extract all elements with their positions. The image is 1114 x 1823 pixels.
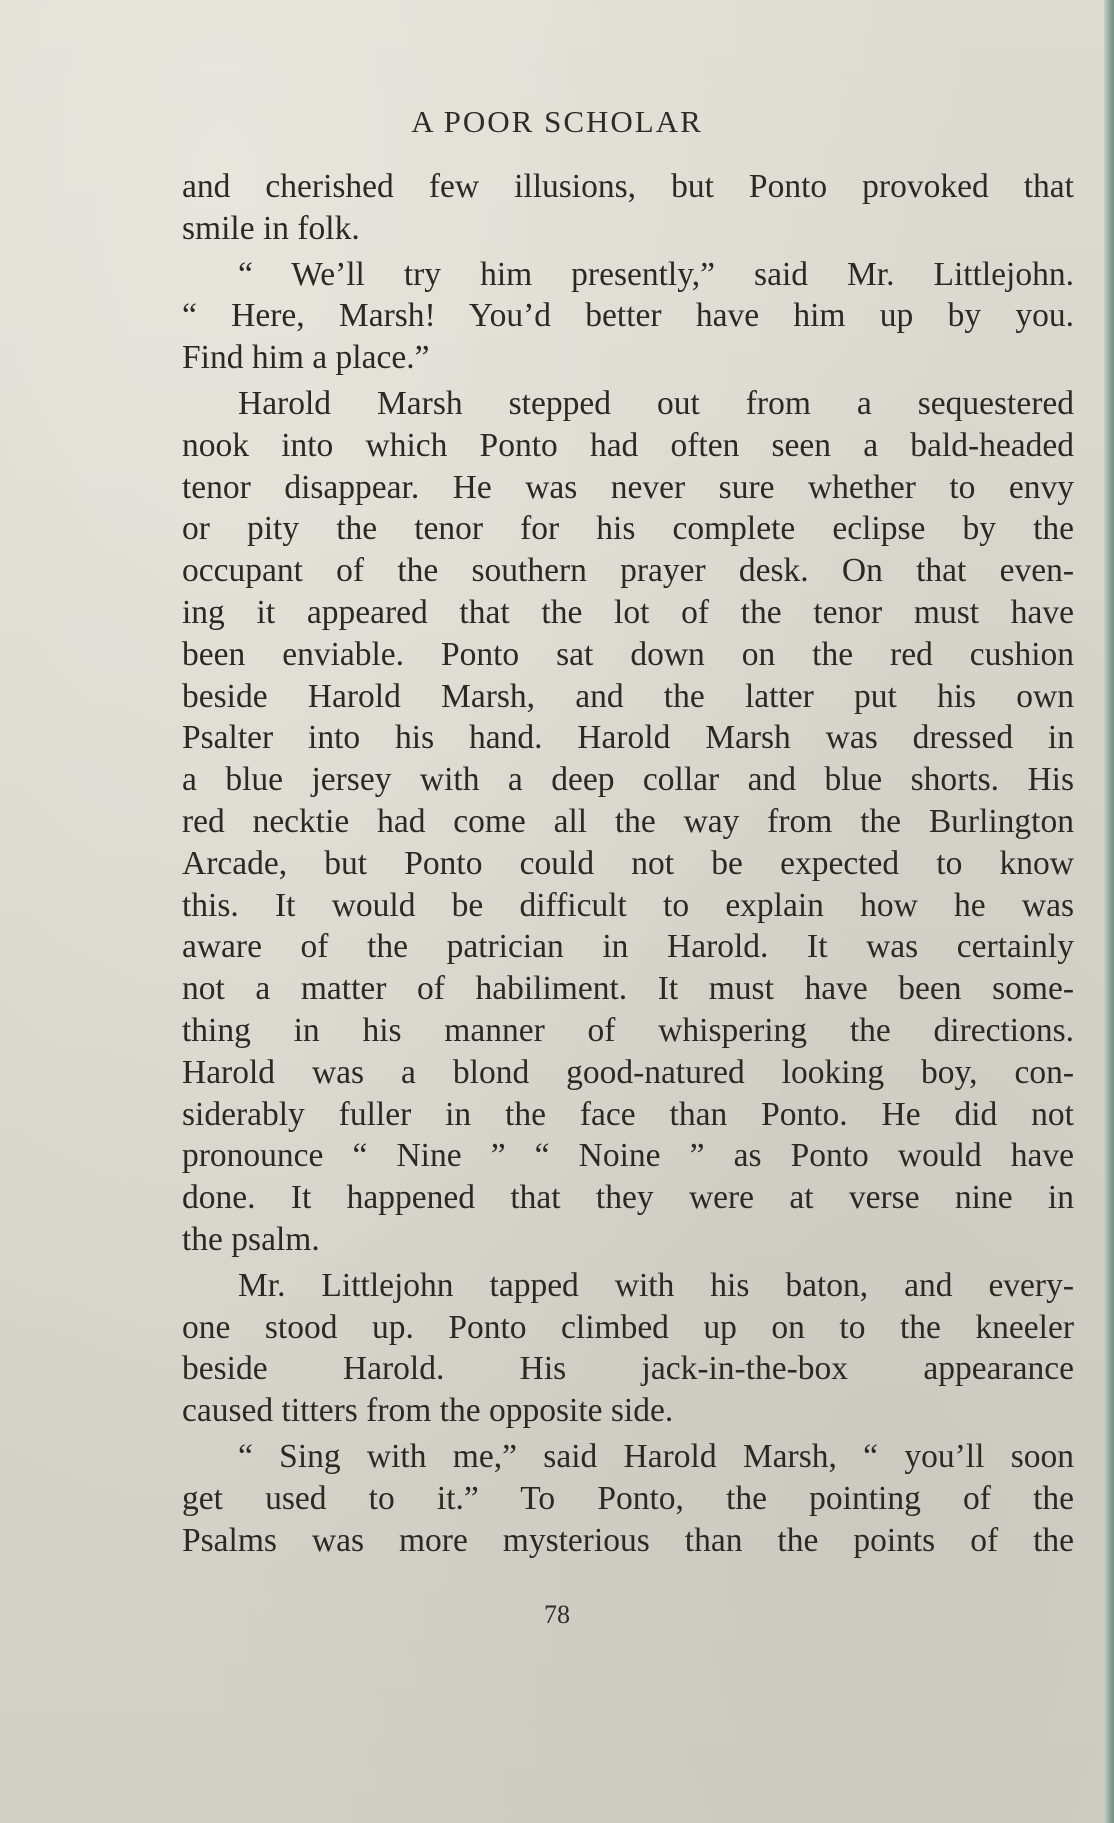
text-line: “ Here, Marsh! You’d better have him up by you. [182, 297, 1074, 335]
text-line: “ We’ll try him presently,” said Mr. Littlejohn. [238, 255, 1074, 293]
text-line: not a matter of habiliment. It must have been some- [182, 970, 1074, 1008]
text-line: Psalter into his hand. Harold Marsh was dressed in [182, 719, 1074, 757]
text-line: a blue jersey with a deep collar and blue shorts. His [182, 761, 1074, 799]
text-line: Harold was a blond good-natured looking boy, con- [182, 1053, 1074, 1091]
text-line: ing it appeared that the lot of the tenor must have [182, 593, 1074, 631]
text-line: the psalm. [182, 1220, 320, 1258]
text-line: one stood up. Ponto climbed up on to the kneeler [182, 1308, 1074, 1346]
text-line: Find him a place.” [182, 339, 430, 377]
text-line: or pity the tenor for his complete eclipse by the [182, 510, 1074, 548]
text-line: beside Harold Marsh, and the latter put his own [182, 677, 1074, 715]
text-line: done. It happened that they were at verse nine in [182, 1179, 1074, 1217]
text-line: red necktie had come all the way from the Burlington [182, 802, 1074, 840]
text-line: this. It would be difficult to explain how he was [182, 886, 1074, 924]
text-line: beside Harold. His jack-in-the-box appearance [182, 1350, 1074, 1388]
text-line: tenor disappear. He was never sure whether to envy [182, 468, 1074, 506]
text-line: Mr. Littlejohn tapped with his baton, and every- [238, 1266, 1074, 1304]
text-line: been enviable. Ponto sat down on the red cushion [182, 635, 1074, 673]
body-text [182, 166, 1074, 1561]
text-line: and cherished few illusions, but Ponto provoked that [182, 168, 1074, 205]
text-line: “ Sing with me,” said Harold Marsh, “ you’ll soon [238, 1437, 1074, 1475]
running-head: A POOR SCHOLAR [411, 104, 703, 139]
text-line: thing in his manner of whispering the directions. [182, 1011, 1074, 1049]
page-edge [1104, 0, 1114, 1823]
text-line: caused titters from the opposite side. [182, 1392, 674, 1430]
text-line: Harold Marsh stepped out from a sequestered [238, 384, 1074, 422]
page-number: 78 [544, 1600, 570, 1629]
text-line: get used to it.” To Ponto, the pointing of the [182, 1479, 1074, 1517]
text-line: siderably fuller in the face than Ponto. He did not [182, 1095, 1074, 1133]
text-line: pronounce “ Nine ” “ Noine ” as Ponto would have [182, 1137, 1074, 1175]
text-line: Psalms was more mysterious than the points of the [182, 1521, 1074, 1559]
text-line: smile in folk. [182, 209, 360, 247]
text-line: aware of the patrician in Harold. It was certainly [182, 928, 1074, 966]
text-line: occupant of the southern prayer desk. On that even- [182, 552, 1074, 590]
text-line: Arcade, but Ponto could not be expected to know [182, 844, 1074, 882]
text-line: nook into which Ponto had often seen a bald-headed [182, 426, 1074, 464]
